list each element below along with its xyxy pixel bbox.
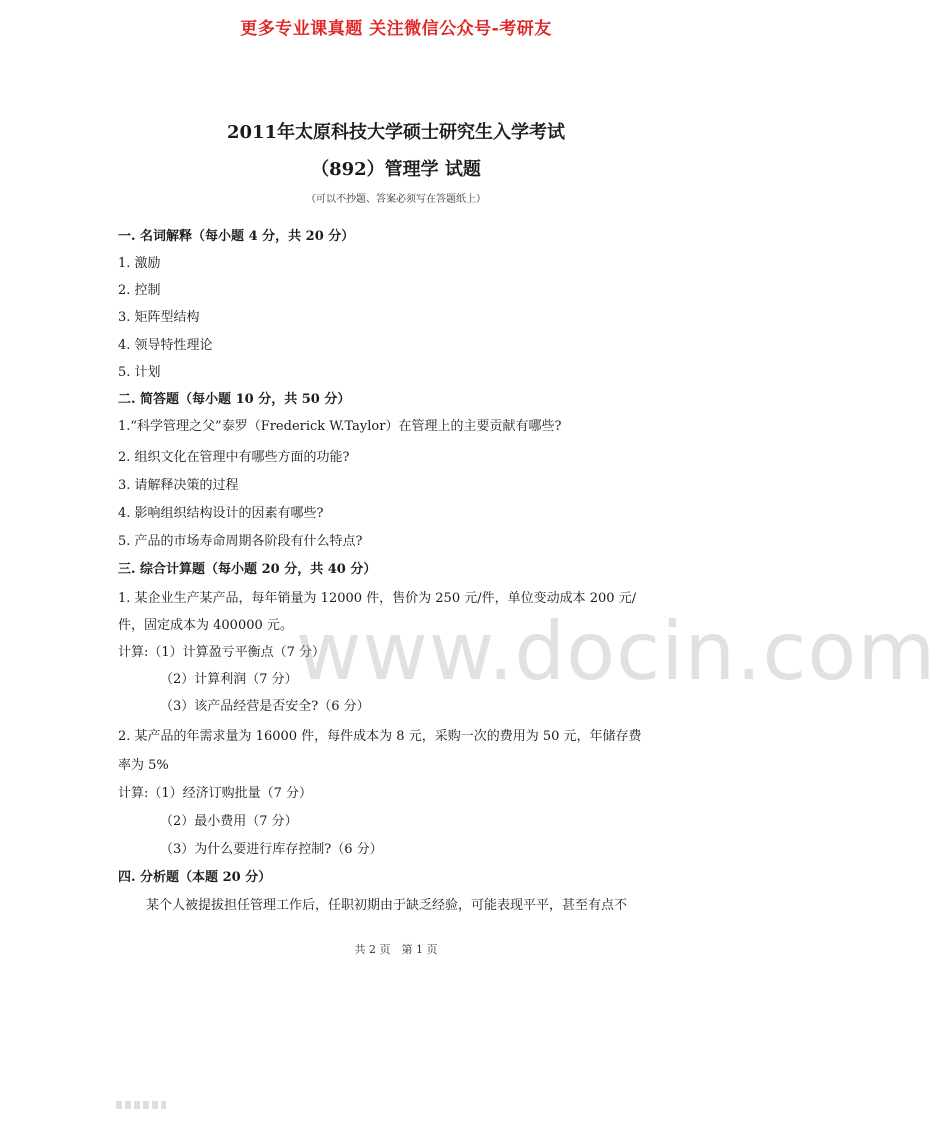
exam-instruction-note: （可以不抄题、答案必须写在答题纸上） (306, 194, 486, 205)
page-footer: 共 2 页 第 1 页 (354, 943, 438, 956)
scan-smudge (116, 1101, 166, 1109)
section-4-heading: 四. 分析题（本题 20 分） (118, 870, 272, 885)
question-subpart: （3）为什么要进行库存控制?（6 分） (160, 842, 383, 857)
question-text: 2. 某产品的年需求量为 16000 件，每件成本为 8 元，采购一次的费用为 50 元，年储存费 (118, 729, 642, 744)
exam-subtitle: （892）管理学 试题 (311, 159, 481, 180)
question-subpart: 计算:（1）计算盈亏平衡点（7 分） (118, 645, 326, 660)
question-item: 1. 激励 (118, 256, 161, 271)
exam-title: 2011年太原科技大学硕士研究生入学考试 (226, 122, 566, 143)
question-item: 4. 领导特性理论 (118, 338, 213, 353)
question-text: 件，固定成本为 400000 元。 (118, 618, 293, 633)
question-item: 5. 计划 (118, 365, 161, 380)
question-item: 4. 影响组织结构设计的因素有哪些? (118, 506, 324, 521)
question-subpart: （3）该产品经营是否安全?（6 分） (160, 699, 370, 714)
question-item: 3. 请解释决策的过程 (118, 478, 239, 493)
section-1-heading: 一. 名词解释（每小题 4 分，共 20 分） (118, 229, 355, 244)
question-item: 1.“科学管理之父”泰罗（Frederick W.Taylor）在管理上的主要贡献有哪些? (118, 419, 562, 434)
question-item: 2. 组织文化在管理中有哪些方面的功能? (118, 450, 350, 465)
question-subpart: 计算:（1）经济订购批量（7 分） (118, 786, 313, 801)
question-text: 率为 5% (118, 758, 169, 773)
question-item: 3. 矩阵型结构 (118, 310, 200, 325)
question-subpart: （2）计算利润（7 分） (160, 672, 298, 687)
promo-banner: 更多专业课真题 关注微信公众号-考研友 (240, 19, 552, 39)
question-text: 某个人被提拔担任管理工作后，任职初期由于缺乏经验，可能表现平平，甚至有点不 (146, 898, 628, 913)
section-2-heading: 二. 简答题（每小题 10 分，共 50 分） (118, 392, 351, 407)
section-3-heading: 三. 综合计算题（每小题 20 分，共 40 分） (118, 562, 377, 577)
watermark: www.docin.com (296, 605, 936, 698)
question-text: 1. 某企业生产某产品，每年销量为 12000 件，售价为 250 元/件，单位变动成本 200 元/ (118, 591, 637, 606)
question-item: 5. 产品的市场寿命周期各阶段有什么特点? (118, 534, 363, 549)
question-item: 2. 控制 (118, 283, 161, 298)
question-subpart: （2）最小费用（7 分） (160, 814, 298, 829)
